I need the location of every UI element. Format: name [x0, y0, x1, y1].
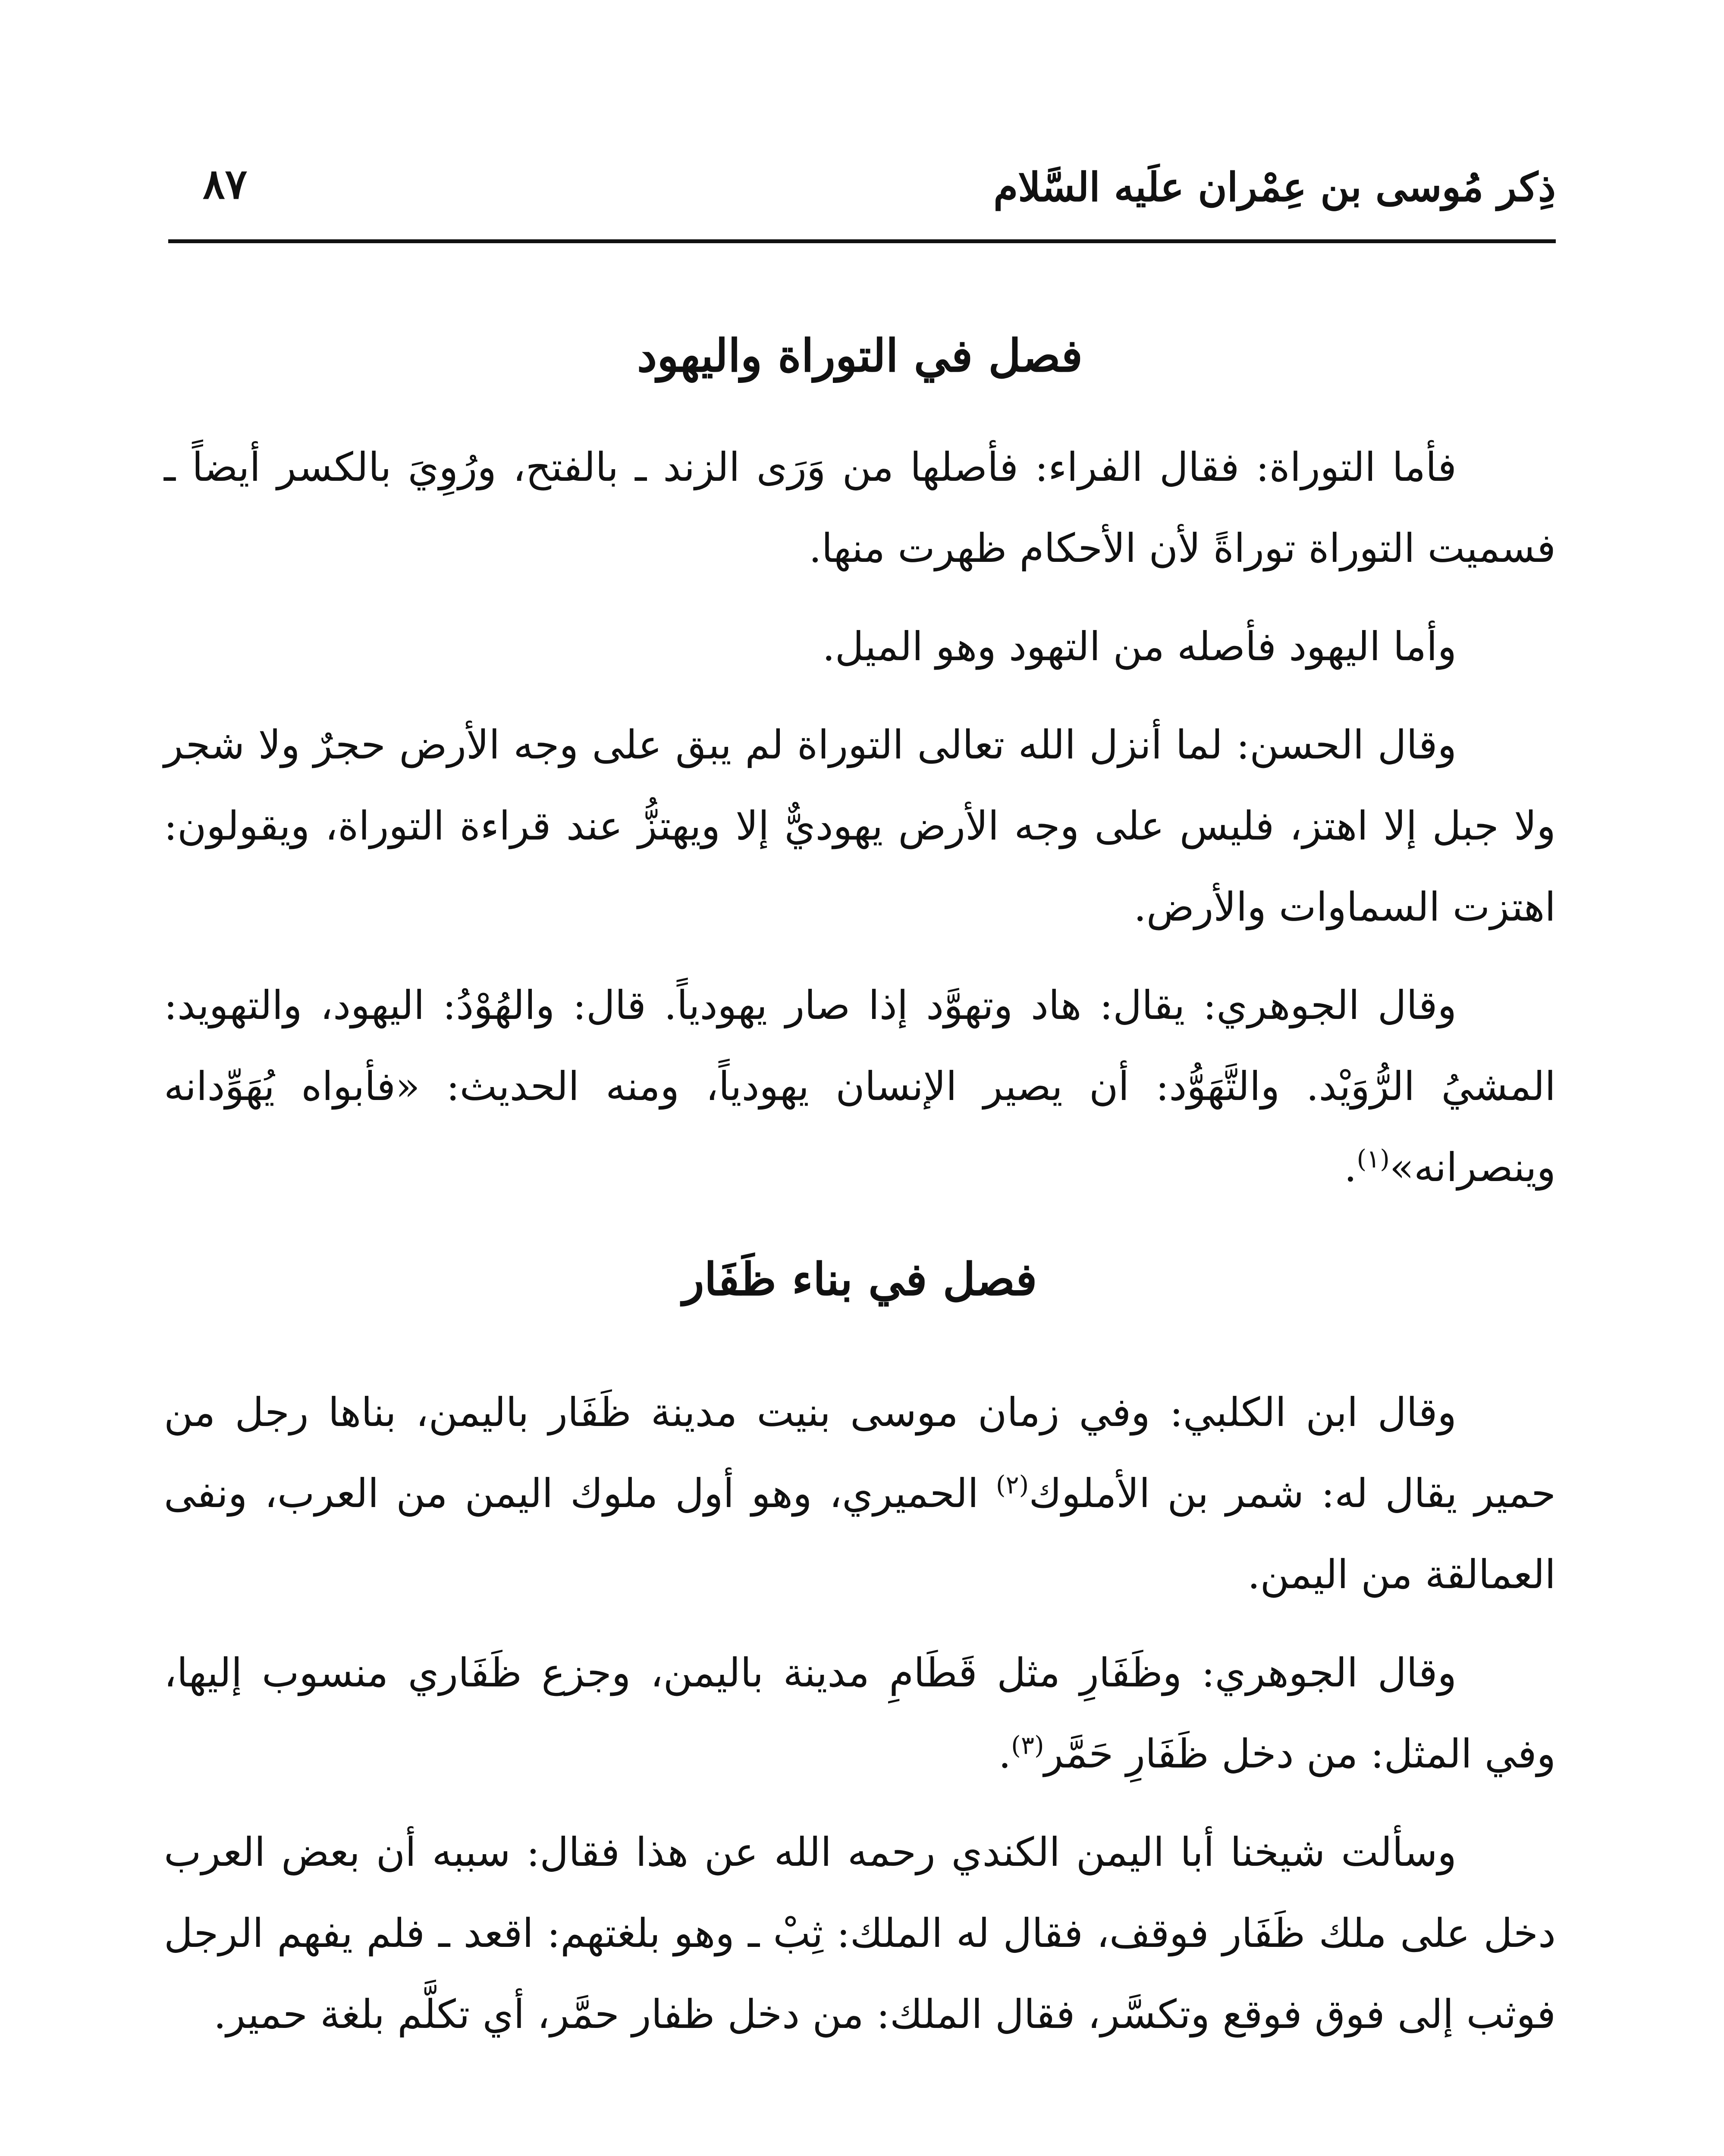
paragraph-text: فأما التوراة: فقال الفراء: فأصلها من وَرَى الزند ـ بالفتح، ورُوِيَ بالكسر أيضاً ـ فسميت التوراة توراةً لأن الأحكام ظهرت منها. — [164, 444, 1556, 571]
paragraph-text: وقال الجوهري: وظَفَارِ مثل قَطَامِ مدينة باليمن، وجزع ظَفَاري منسوب إليها، وفي المثل: من دخل ظَفَارِ حَمَّر — [164, 1650, 1556, 1777]
paragraph — [164, 606, 1556, 687]
paragraph-text: وقال الحسن: لما أنزل الله تعالى التوراة لم يبق على وجه الأرض حجرٌ ولا شجر ولا جبل إلا اهتز، فليس على وجه الأرض يهوديٌّ إلا ويهتزُّ عند قراءة التوراة، ويقولون: اهتزت السماوات والأرض. — [164, 722, 1556, 930]
page-header — [168, 155, 1556, 237]
page-number: ٨٧ — [203, 160, 248, 208]
footnote-ref-3[interactable]: (٣) — [1011, 1730, 1044, 1760]
main-text — [164, 315, 1556, 2072]
paragraph — [164, 1633, 1556, 1795]
running-title: ذِكر مُوسى بن عِمْران علَيه السَّلام — [993, 164, 1556, 210]
section-heading: فصل في بناء ظَفَار — [682, 1253, 1037, 1306]
paragraph-tail: . — [1344, 1144, 1357, 1191]
paragraph-text: وسألت شيخنا أبا اليمن الكندي رحمه الله عن هذا فقال: سببه أن بعض العرب دخل على ملك ظَفَار فوقف، فقال له الملك: ثِبْ ـ وهو بلغتهم: اقعد ـ فلم يفهم الرجل فوثب إلى فوق فوقع وتكسَّر، فقال الملك: من دخل ظفار حمَّر، أي تكلَّم بلغة حمير. — [164, 1829, 1556, 2037]
paragraph — [164, 1812, 1556, 2055]
paragraph-text: وقال ابن الكلبي: وفي زمان موسى بنيت مدينة ظَفَار باليمن، بناها رجل من حمير يقال له: شمر بن الأملوك — [164, 1389, 1556, 1517]
paragraph — [164, 965, 1556, 1208]
footnote-ref-2[interactable]: (٢) — [995, 1470, 1029, 1500]
paragraph-tail: الحميري، وهو أول ملوك اليمن من العرب، ونفى العمالقة من اليمن. — [164, 1470, 1556, 1598]
paragraph-text: وأما اليهود فأصله من التهود وهو الميل. — [822, 624, 1457, 670]
section-heading: فصل في التوراة واليهود — [637, 329, 1083, 382]
footnote-ref-1[interactable]: (١) — [1357, 1144, 1390, 1174]
paragraph — [164, 1372, 1556, 1615]
paragraph — [164, 427, 1556, 589]
paragraph-text: وقال الجوهري: يقال: هاد وتهوَّد إذا صار يهودياً. قال: والهُوْدُ: اليهود، والتهويد: المشيُ الرُّوَيْد. والتَّهَوُّد: أن يصير الإنسان يهودياً، ومنه الحديث: «فأبواه يُهَوِّدانه وينصرانه» — [164, 982, 1556, 1191]
paragraph — [164, 705, 1556, 948]
header-rule — [168, 239, 1556, 243]
paragraph-tail: . — [998, 1731, 1011, 1777]
